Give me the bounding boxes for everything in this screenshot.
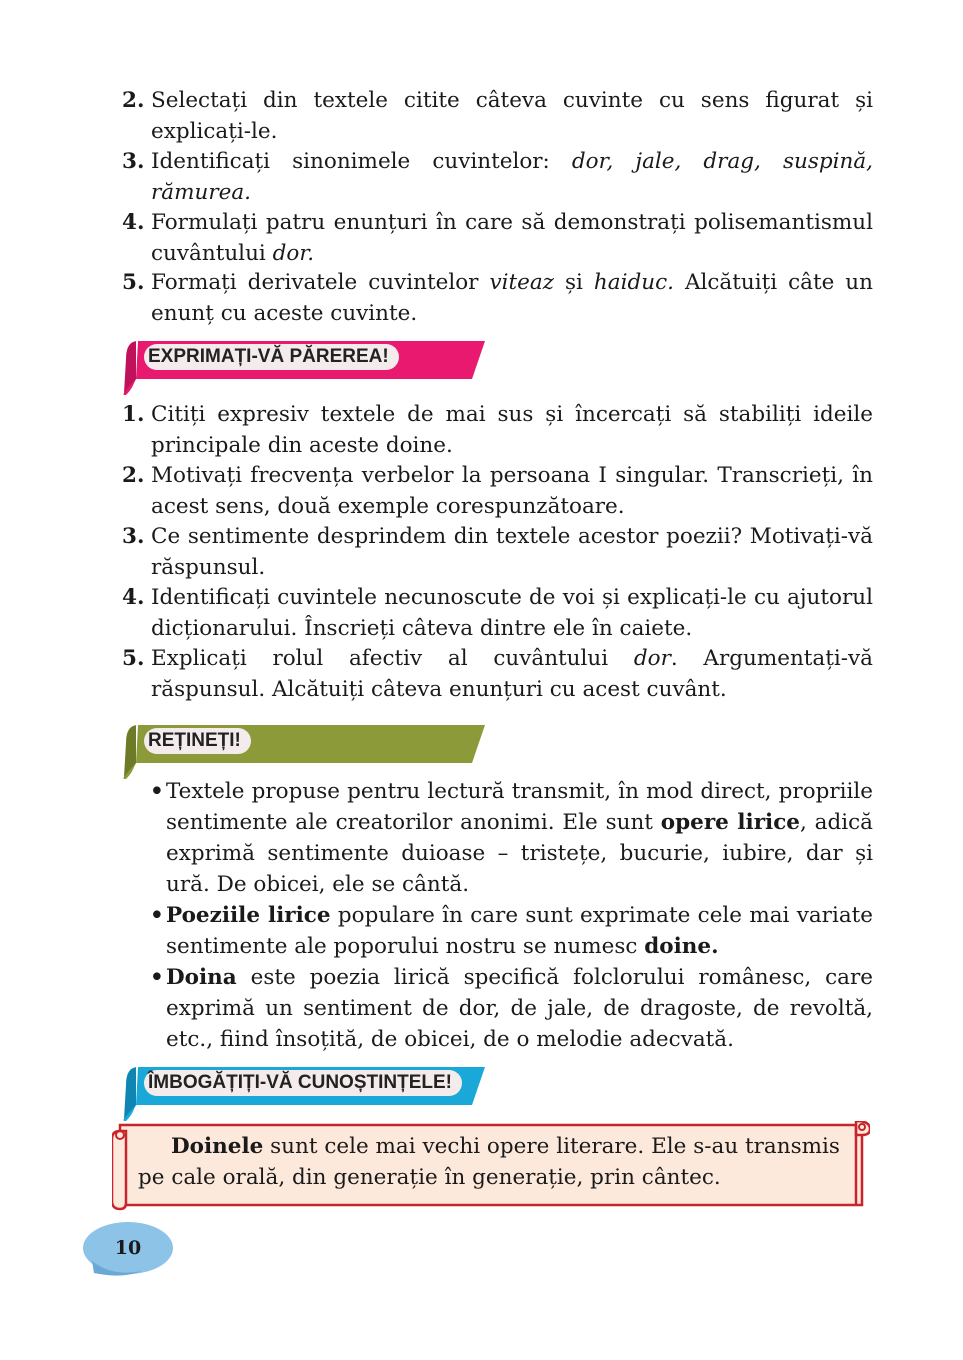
banner-express-opinion (122, 339, 487, 381)
banner-label: REȚINEȚI! (144, 728, 251, 754)
task-number: 5. (122, 270, 145, 295)
task-text: Identificați sinonimele cuvintelor: dor, jale, drag, suspină, rămurea. (151, 149, 873, 205)
task-text: Formulați patru enunțuri în care să demonstrați polisemantismul cuvântului dor. (151, 210, 873, 266)
task-text: Ce sentimente desprindem din textele acestor poezii? Motivați-vă răspunsul. (151, 524, 873, 580)
task-text: Selectați din textele citite câteva cuvinte cu sens figurat și explicați-le. (151, 88, 873, 144)
task-item (122, 147, 873, 208)
task-item (122, 268, 873, 329)
task-text: Motivați frecvența verbelor la persoana I singular. Transcrieți, în acest sens, două exemple corespunzătoare. (151, 463, 873, 519)
bullet-dot: • (150, 903, 164, 928)
banner-remember (122, 723, 487, 765)
task-text: Identificați cuvintele necunoscute de voi și explicați-le cu ajutorul dicționarului. Înscrieți câteva dintre ele în caiete. (151, 585, 873, 641)
banner-label: ÎMBOGĂȚIȚI-VĂ CUNOȘTINȚELE! (144, 1070, 462, 1096)
task-number: 4. (122, 210, 145, 235)
task-text: Explicați rolul afectiv al cuvântului dor. Argumentați-vă răspunsul. Alcătuiți câteva enunțuri cu acest cuvânt. (151, 646, 873, 702)
info-scroll-box (112, 1121, 870, 1206)
task-item (122, 522, 873, 583)
bullet-dot: • (150, 965, 164, 990)
task-number: 3. (122, 524, 145, 549)
scroll-text: Doinele sunt cele mai vechi opere literare. Ele s-au transmis pe cale orală, din generație în generație, prin cântec. (138, 1134, 840, 1190)
bullet-text: Doina este poezia lirică specifică folclorului românesc, care exprimă un sentiment de dor, de jale, de dragoste, de revoltă, etc., fiind însoțită, de obicei, de o melodie adecvată. (166, 965, 873, 1052)
page-number-badge (82, 1221, 174, 1279)
task-number: 4. (122, 585, 145, 610)
task-number: 5. (122, 646, 145, 671)
task-number: 1. (122, 402, 145, 427)
task-item (122, 400, 873, 461)
task-item (122, 86, 873, 147)
page-number: 10 (114, 1237, 142, 1259)
remember-bullet (150, 962, 873, 1055)
banner-enrich-knowledge (122, 1065, 487, 1107)
task-item (122, 583, 873, 644)
task-item (122, 461, 873, 522)
remember-bullet (150, 776, 873, 900)
task-text: Formați derivatele cuvintelor viteaz și haiduc. Alcătuiți câte un enunț cu aceste cuvinte. (151, 270, 874, 326)
banner-label: EXPRIMAȚI-VĂ PĂREREA! (144, 344, 399, 370)
task-text: Citiți expresiv textele de mai sus și încercați să stabiliți ideile principale din aceste doine. (151, 402, 873, 458)
remember-bullet (150, 900, 873, 962)
bullet-text: Textele propuse pentru lectură transmit, în mod direct, propriile sentimente ale creatorilor anonimi. Ele sunt opere lirice, adică exprimă sentimente duioase – tristețe, bucurie, iubire, dar și ură. De obicei, ele se cântă. (166, 779, 873, 897)
remember-bullet-list (150, 776, 873, 1055)
task-number: 3. (122, 149, 145, 174)
bullet-text: Poeziile lirice populare în care sunt exprimate cele mai variate sentimente ale poporului nostru se numesc doine. (166, 903, 874, 959)
task-item (122, 644, 873, 705)
task-number: 2. (122, 463, 145, 488)
task-number: 2. (122, 88, 145, 113)
task-item (122, 208, 873, 269)
bullet-dot: • (150, 779, 164, 804)
